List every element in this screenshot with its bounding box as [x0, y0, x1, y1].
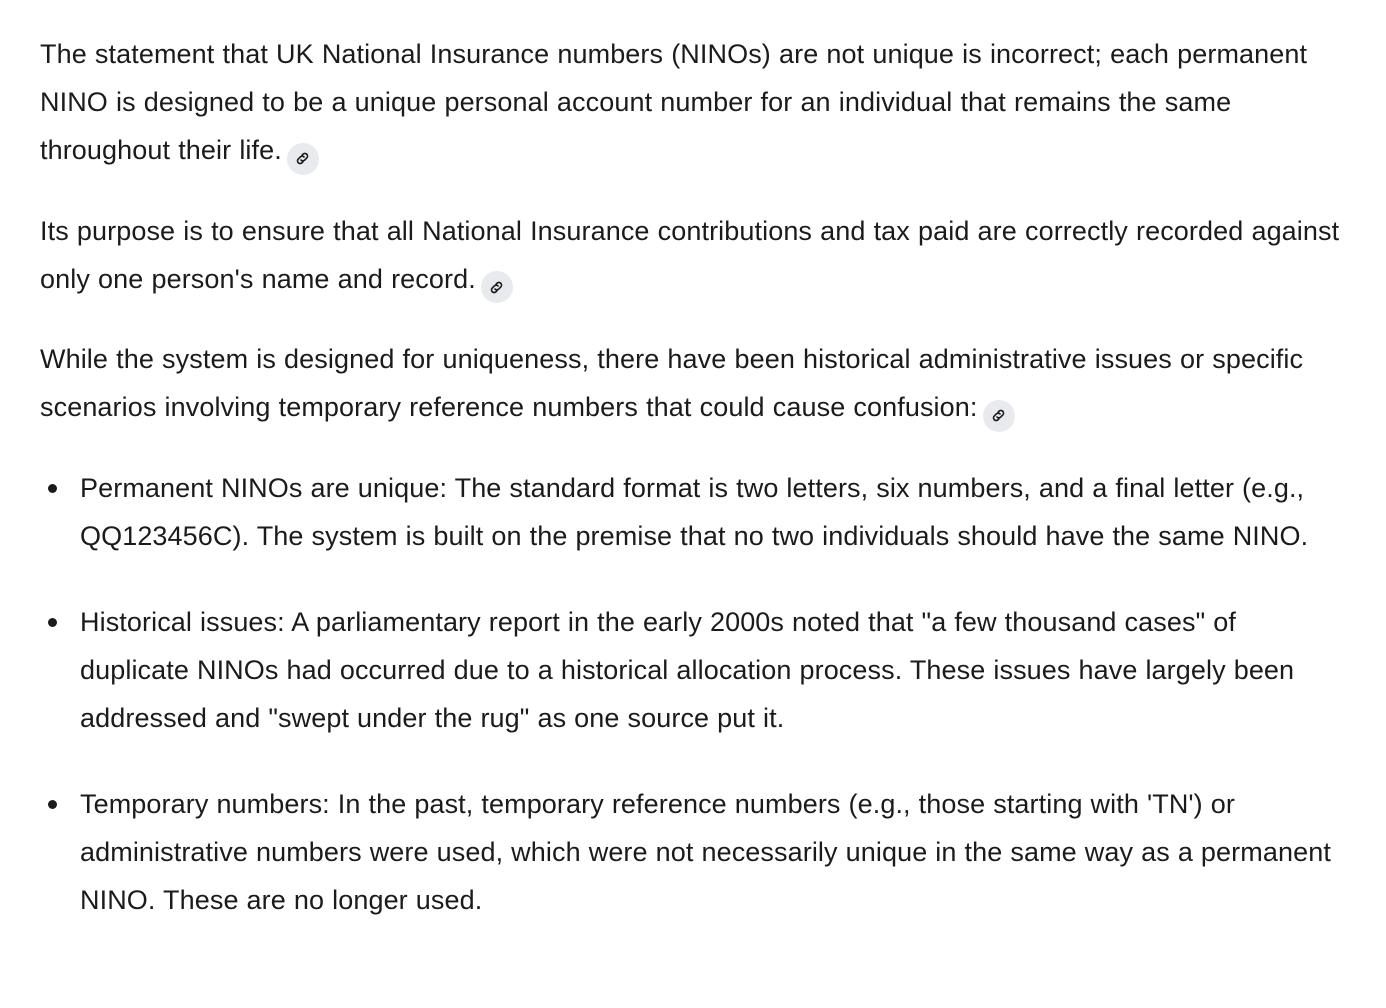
paragraph-3	[40, 335, 1346, 432]
list-item	[40, 780, 1346, 924]
list-item-text: Permanent NINOs are unique: The standard format is two letters, six numbers, and a final letter (e.g., QQ123456C). The system is built on the premise that no two individuals should have the same NINO.	[80, 472, 1309, 551]
list-item	[40, 598, 1346, 742]
list-item-text: Temporary numbers: In the past, temporary reference numbers (e.g., those starting with 'TN') or administrative numbers were used, which were not necessarily unique in the same way as a permanent NINO. These are no longer used.	[80, 788, 1331, 915]
bullet-dot-icon	[48, 484, 57, 493]
paragraph-2-text: Its purpose is to ensure that all National Insurance contributions and tax paid are correctly recorded against only one person's name and record.	[40, 215, 1340, 294]
list-item-text: Historical issues: A parliamentary report in the early 2000s noted that "a few thousand cases" of duplicate NINOs had occurred due to a historical allocation process. These issues have largely been addressed and "swept under the rug" as one source put it.	[80, 606, 1295, 733]
link-icon[interactable]	[481, 271, 513, 303]
bullet-list	[40, 464, 1346, 924]
link-icon[interactable]	[983, 400, 1015, 432]
paragraph-2	[40, 207, 1346, 304]
paragraph-1-text: The statement that UK National Insurance numbers (NINOs) are not unique is incorrect; each permanent NINO is designed to be a unique personal account number for an individual that remains the same throughout their life.	[40, 39, 1308, 165]
link-icon[interactable]	[287, 143, 319, 175]
paragraph-1	[40, 30, 1346, 175]
bullet-dot-icon	[48, 618, 57, 627]
paragraph-3-text: While the system is designed for uniqueness, there have been historical administrative issues or specific scenarios involving temporary reference numbers that could cause confusion:	[40, 344, 1304, 422]
bullet-dot-icon	[48, 800, 57, 809]
list-item	[40, 464, 1346, 560]
